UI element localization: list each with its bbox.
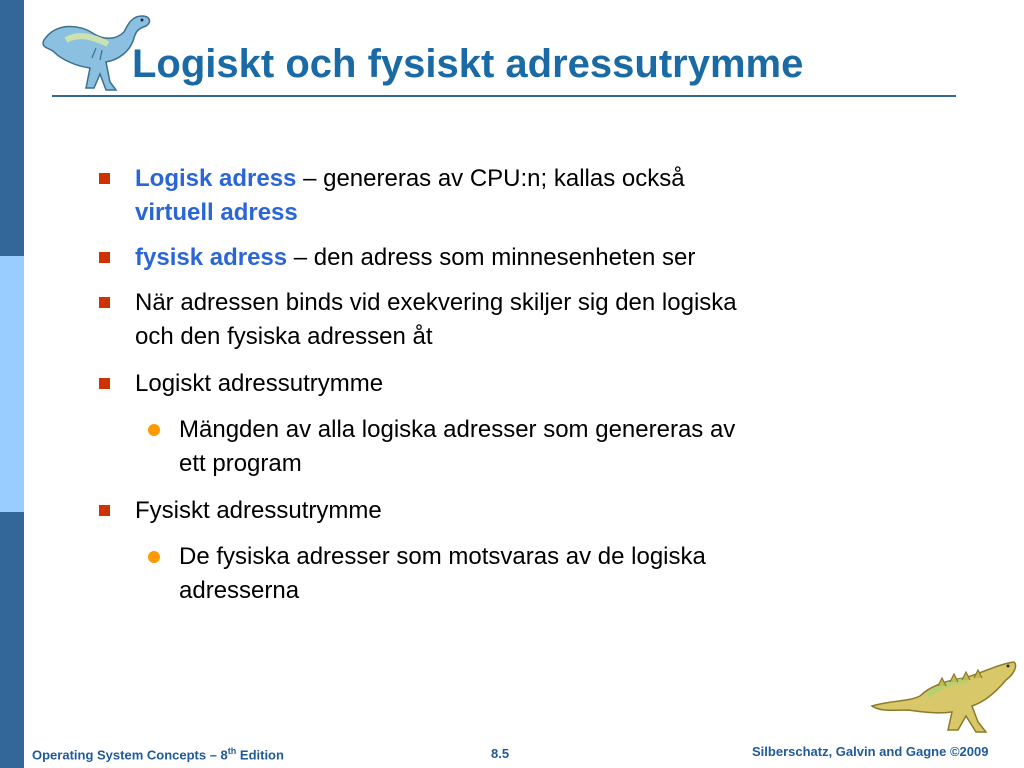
term-logisk-adress: Logisk adress — [135, 165, 297, 192]
bullet-3-line-2: och den fysiska adressen åt — [135, 323, 433, 350]
bullet-2-text: – den adress som minnesenheten ser — [287, 244, 696, 271]
side-bar-bottom — [0, 512, 24, 768]
bullet-square-icon — [99, 378, 110, 389]
bullet-4-line-1: Logiskt adressutrymme — [135, 370, 384, 397]
bullet-square-icon — [99, 252, 110, 263]
dinosaur-mascot-icon — [868, 656, 1020, 738]
bullet-5-line-1: Fysiskt adressutrymme — [135, 497, 382, 524]
side-bar-top — [0, 0, 24, 256]
term-virtuell-adress: virtuell adress — [135, 199, 298, 226]
bullet-2-line-1 — [135, 241, 695, 275]
footer-edition-text: Edition — [236, 747, 284, 763]
footer-page-number: 8.5 — [491, 746, 510, 761]
bullet-4-sub-line-1: Mängden av alla logiska adresser som genereras av — [179, 416, 736, 443]
bullet-square-icon — [99, 505, 110, 516]
bullet-4-sub-line-2: ett program — [179, 450, 302, 477]
bullet-1-line-1 — [135, 162, 685, 196]
bullet-dot-icon — [148, 551, 160, 563]
footer-edition-sup: th — [227, 746, 237, 756]
footer-authors: Silberschatz, Galvin and Gagne ©2009 — [752, 744, 989, 759]
bullet-5-sub-line-2: adresserna — [179, 577, 300, 604]
slide-title: Logiskt och fysiskt adressutrymme — [132, 42, 804, 86]
bullet-3-line-1: När adressen binds vid exekvering skiljer sig den logiska — [135, 289, 737, 316]
bullet-5-sub-line-1: De fysiska adresser som motsvaras av de logiska — [179, 543, 706, 570]
title-divider — [52, 95, 956, 97]
bullet-dot-icon — [148, 424, 160, 436]
side-bar-middle — [0, 256, 24, 512]
footer-book-title-text: Operating System Concepts – 8 — [32, 747, 228, 763]
bullet-square-icon — [99, 297, 110, 308]
bullet-square-icon — [99, 173, 110, 184]
term-fysisk-adress: fysisk adress — [135, 244, 288, 271]
footer-book-title — [32, 746, 284, 762]
bullet-1-line-2 — [135, 196, 298, 230]
bullet-1-text: – genereras av CPU:n; kallas också — [296, 165, 685, 192]
